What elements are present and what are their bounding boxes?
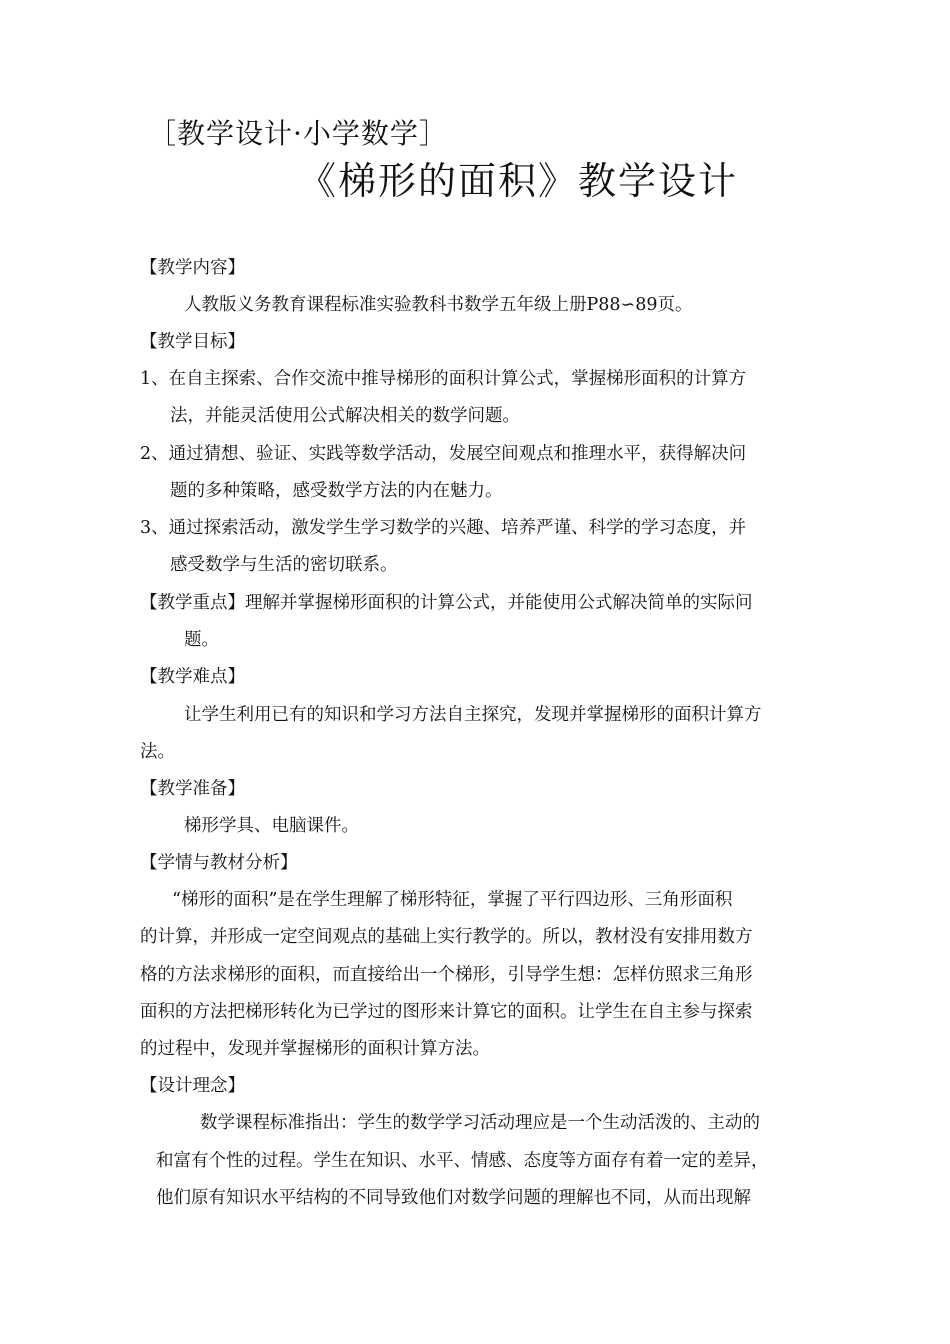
analysis-line-4: 面积的方法把梯形转化为已学过的图形来计算它的面积。让学生在自主参与探索 xyxy=(140,1002,753,1022)
difficulty-line-1: 让学生利用已有的知识和学习方法自主探究，发现并掌握梯形的面积计算方 xyxy=(184,705,762,725)
content-text: 人教版义务教育课程标准实验教科书数学五年级上册P88∽89页。 xyxy=(184,295,693,315)
difficulty-line-2: 法。 xyxy=(140,742,175,762)
goal-item-2-line-1: 2、通过猜想、验证、实践等数学活动，发展空间观点和推理水平，获得解决问 xyxy=(140,444,747,464)
analysis-line-2: 的计算，并形成一定空间观点的基础上实行教学的。所以，教材没有安排用数方 xyxy=(140,927,753,947)
concept-line-3: 他们原有知识水平结构的不同导致他们对数学问题的理解也不同，从而出现解 xyxy=(156,1188,751,1208)
key-point-line-1: 【教学重点】理解并掌握梯形面积的计算公式，并能使用公式解决简单的实际问 xyxy=(140,593,753,613)
analysis-line-3: 格的方法求梯形的面积，而直接给出一个梯形，引导学生想：怎样仿照求三角形 xyxy=(140,965,753,985)
section-heading-content: 【教学内容】 xyxy=(140,258,245,278)
goal-item-2-line-2: 题的多种策略，感受数学方法的内在魅力。 xyxy=(170,481,503,501)
section-heading-difficulty: 【教学难点】 xyxy=(140,667,245,687)
goal-item-3-line-2: 感受数学与生活的密切联系。 xyxy=(170,555,398,575)
analysis-line-5: 的过程中，发现并掌握梯形的面积计算方法。 xyxy=(140,1039,490,1059)
concept-line-1: 数学课程标准指出：学生的数学学习活动理应是一个生动活泼的、主动的 xyxy=(200,1113,760,1133)
concept-line-2: 和富有个性的过程。学生在知识、水平、情感、态度等方面存有着一定的差异， xyxy=(156,1151,769,1171)
section-heading-preparation: 【教学准备】 xyxy=(140,779,245,799)
series-label: ［教学设计·小学数学］ xyxy=(148,117,448,150)
goal-item-1-line-2: 法，并能灵活使用公式解决相关的数学问题。 xyxy=(170,406,520,426)
analysis-line-1: “梯形的面积”是在学生理解了梯形特征，掌握了平行四边形、三角形面积 xyxy=(172,890,733,910)
section-heading-concept: 【设计理念】 xyxy=(140,1076,245,1096)
section-heading-analysis: 【学情与教材分析】 xyxy=(140,853,298,873)
preparation-text: 梯形学具、电脑课件。 xyxy=(184,816,359,836)
goal-item-3-line-1: 3、通过探索活动，激发学生学习数学的兴趣、培养严谨、科学的学习态度，并 xyxy=(140,518,747,538)
key-point-line-2: 题。 xyxy=(184,630,219,650)
section-heading-goals: 【教学目标】 xyxy=(140,332,245,352)
page-title: 《梯形的面积》教学设计 xyxy=(298,159,739,203)
goal-item-1-line-1: 1、在自主探索、合作交流中推导梯形的面积计算公式，掌握梯形面积的计算方 xyxy=(140,369,747,389)
